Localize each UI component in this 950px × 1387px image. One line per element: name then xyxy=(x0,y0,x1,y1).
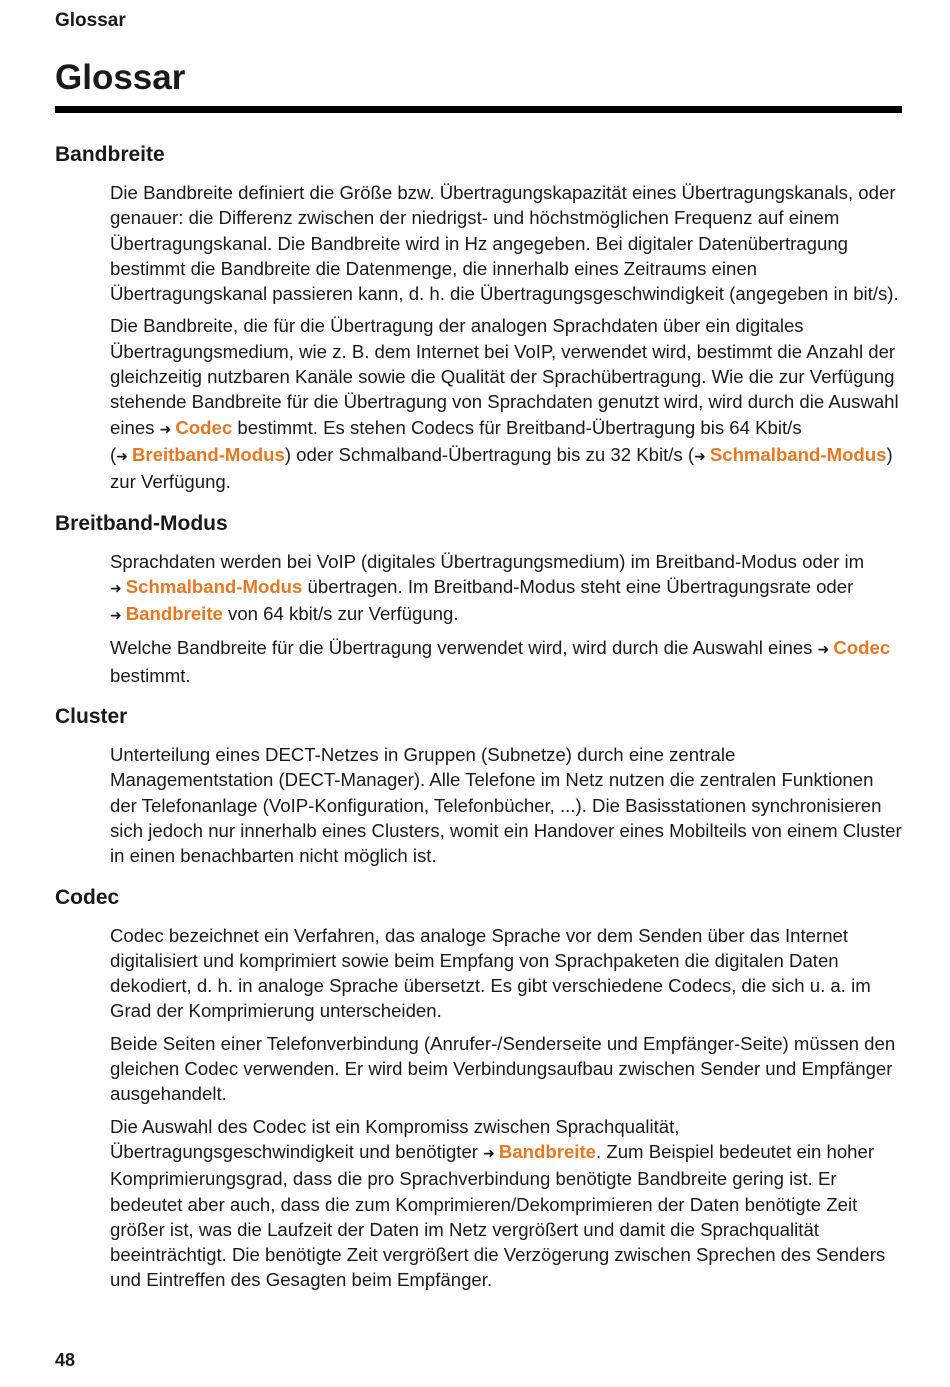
arrow-right-icon: ➜ xyxy=(110,607,122,624)
arrow-right-icon: ➜ xyxy=(483,1144,495,1161)
xref-link-schmalband-modus[interactable]: Schmalband-Modus xyxy=(125,575,303,597)
definition-paragraph: Codec bezeichnet ein Verfahren, das analoge Sprache vor dem Senden über das Internet digitalisiert und komprimiert sowie beim Empfang von Sprachpaketen die digitalen Daten dekodiert, d. h. in analoge Sprache übersetzt. Es gibt verschiedene Codecs, die sich u. a. im Grad der Komprimierung unterscheiden. xyxy=(110,924,871,1022)
arrow-right-icon: ➜ xyxy=(110,579,122,596)
glossary-entry-bandbreite xyxy=(55,140,902,495)
xref-link-breitband-modus[interactable]: Breitband-Modus xyxy=(131,443,285,465)
xref-link-bandbreite[interactable]: Bandbreite xyxy=(125,603,223,625)
arrow-right-icon: ➜ xyxy=(116,447,128,464)
term-heading: Cluster xyxy=(55,705,128,729)
page-title: Glossar xyxy=(55,58,186,97)
glossary-entry-cluster xyxy=(55,702,902,868)
page-number: 48 xyxy=(55,1350,76,1370)
glossary-entry-codec xyxy=(55,883,902,1293)
definition-paragraph: Unterteilung eines DECT-Netzes in Gruppen (Subnetze) durch eine zentrale Managementstation (DECT-Manager). Alle Telefone im Netz nutzen die zentralen Funktionen der Telefonanlage (VoIP-Konfiguration, Telefonbücher, ...). Die Basisstationen synchronisieren sich jedoch nur innerhalb eines Clusters, womit ein Handover eines Mobilteils von einem Cluster in einen benachbarten nicht möglich ist. xyxy=(110,744,902,867)
xref-link-codec[interactable]: Codec xyxy=(175,416,233,438)
definition-paragraph: Beide Seiten einer Telefonverbindung (Anrufer-/Senderseite und Empfänger-Seite) müssen den gleichen Codec verwenden. Er wird beim Verbindungsaufbau zwischen Sender und Empfänger ausgehandelt. xyxy=(110,1032,896,1105)
glossary-content xyxy=(55,140,902,1307)
definition-paragraph: Die Bandbreite definiert die Größe bzw. Übertragungskapazität eines Übertragungskanals, oder genauer: die Differenz zwischen der niedrigst- und höchstmöglichen Frequenz auf einem Übertragungskanal. Die Bandbreite wird in Hz angegeben. Bei digitaler Datenübertragung bestimmt die Bandbreite die Datenmenge, die innerhalb eines Zeitraums einen Übertragungskanal passieren kann, d. h. die Übertragungsgeschwindigkeit (angegeben in bit/s). xyxy=(110,182,899,305)
term-heading: Bandbreite xyxy=(55,143,165,166)
definition-paragraph: Sprachdaten werden bei VoIP (digitales Übertragungsmedium) im Breitband-Modus oder im ➜ Schmalband-Modus übertragen. Im Breitband-Modus steht eine Übertragungsrate oder ➜ Bandbreite von 64 kbit/s zur Verfügung. xyxy=(110,550,865,625)
title-rule xyxy=(55,106,902,113)
definition xyxy=(110,549,902,688)
definition xyxy=(110,923,902,1293)
xref-link-schmalband-modus[interactable]: Schmalband-Modus xyxy=(709,443,887,465)
definition-paragraph: Die Auswahl des Codec ist ein Kompromiss zwischen Sprachqualität, Übertragungsgeschwindigkeit und benötigter ➜ Bandbreite. Zum Beispiel bedeutet ein hoher Komprimierungsgrad, dass die pro Sprachverbindung benötigte Bandbreite gering ist. Er bedeutet aber auch, dass die zum Komprimieren/Dekomprimieren der Daten benötigte Zeit größer ist, was die Laufzeit der Daten im Netz vergrößert und damit die Sprachqualität beeinträchtigt. Die benötigte Zeit vergrößert die Verzögerung zwischen Sprechen des Senders und Eintreffen des Gesagten beim Empfänger. xyxy=(110,1115,886,1291)
term-heading: Codec xyxy=(55,885,120,909)
arrow-right-icon: ➜ xyxy=(159,420,172,437)
glossary-entry-breitband-modus xyxy=(55,509,902,688)
definition-paragraph: Die Bandbreite, die für die Übertragung der analogen Sprachdaten über ein digitales Übertragungsmedium, wie z. B. dem Internet bei VoIP, verwendet wird, bestimmt die Anzahl der gleichzeitig nutzbaren Kanäle sowie die Qualität der Sprachübertragung. Wie die zur Verfügung stehende Bandbreite für die Übertragung von Sprachdaten genutzt wird, wird durch die Auswahl eines ➜ Codec bestimmt. Es stehen Codecs für Breitband-Übertragung bis 64 Kbit/s (➜ Breitband-Modus) oder Schmalband-Übertragung bis zu 32 Kbit/s (➜ Schmalband-Modus) zur Verfügung. xyxy=(110,315,899,493)
arrow-right-icon: ➜ xyxy=(817,641,830,658)
xref-link-codec[interactable]: Codec xyxy=(833,637,891,659)
definition-paragraph: Welche Bandbreite für die Übertragung verwendet wird, wird durch die Auswahl eines ➜ Codec bestimmt. xyxy=(110,637,891,686)
definition xyxy=(110,742,902,868)
term-heading: Breitband-Modus xyxy=(55,511,228,535)
xref-link-bandbreite[interactable]: Bandbreite xyxy=(498,1140,597,1162)
running-head: Glossar xyxy=(55,10,126,31)
definition xyxy=(110,180,902,495)
arrow-right-icon: ➜ xyxy=(694,447,706,464)
